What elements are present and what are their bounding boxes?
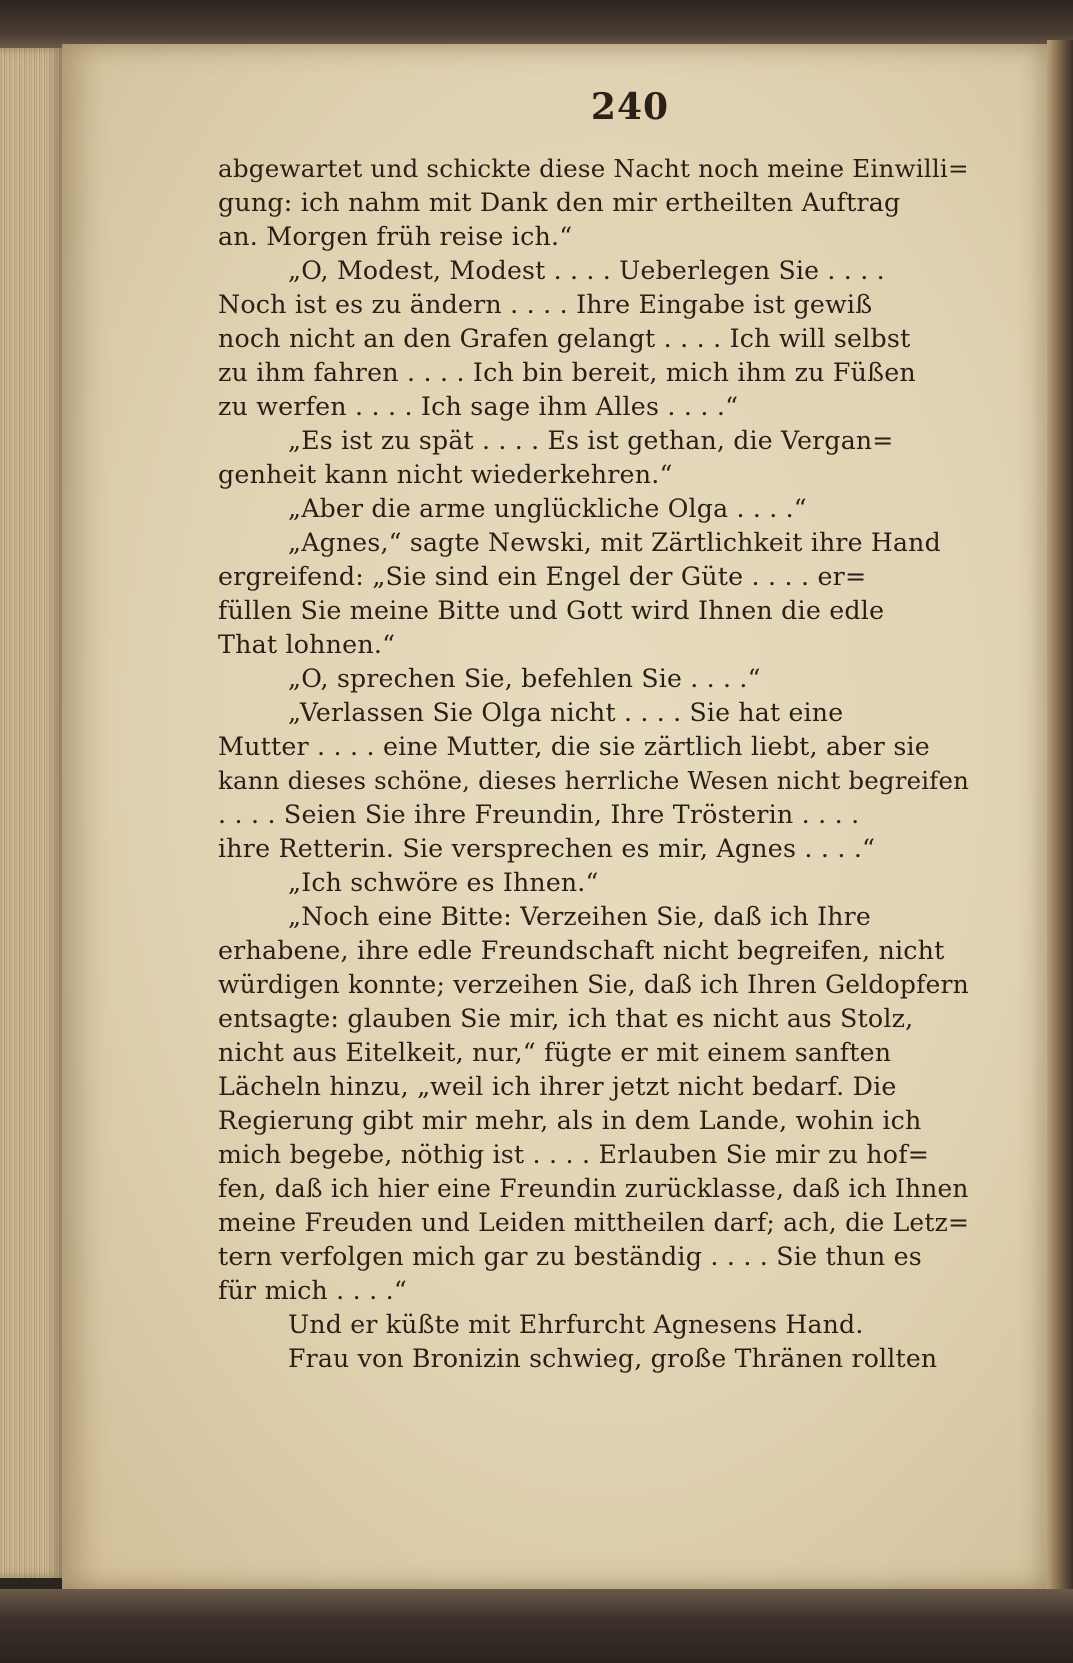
text-line: ihre Retterin. Sie versprechen es mir, Agnes . . . .“ <box>218 834 876 863</box>
text-line: „O, Modest, Modest . . . . Ueberlegen Sie . . . . <box>288 256 885 285</box>
text-line: an. Morgen früh reise ich.“ <box>218 222 573 251</box>
text-line: Lächeln hinzu, „weil ich ihrer jetzt nicht bedarf. Die <box>218 1072 897 1101</box>
text-line: „O, sprechen Sie, befehlen Sie . . . .“ <box>288 664 761 693</box>
text-line: abgewartet und schickte diese Nacht noch meine Einwilli= <box>218 154 969 183</box>
text-line: genheit kann nicht wiederkehren.“ <box>218 460 673 489</box>
text-line: . . . . Seien Sie ihre Freundin, Ihre Trösterin . . . . <box>218 800 860 829</box>
text-line: tern verfolgen mich gar zu beständig . . . . Sie thun es <box>218 1242 922 1271</box>
page-number: 240 <box>590 86 670 128</box>
text-line: „Agnes,“ sagte Newski, mit Zärtlichkeit ihre Hand <box>288 528 941 557</box>
text-line: Noch ist es zu ändern . . . . Ihre Eingabe ist gewiß <box>218 290 873 319</box>
text-line: Mutter . . . . eine Mutter, die sie zärtlich liebt, aber sie <box>218 732 930 761</box>
text-line: zu ihm fahren . . . . Ich bin bereit, mich ihm zu Füßen <box>218 358 916 387</box>
page-edges <box>0 48 62 1578</box>
text-line: fen, daß ich hier eine Freundin zurücklasse, daß ich Ihnen <box>218 1174 969 1203</box>
text-line: Frau von Bronizin schwieg, große Thränen rollten <box>288 1344 938 1373</box>
text-line: ergreifend: „Sie sind ein Engel der Güte . . . . er= <box>218 562 867 591</box>
text-line: meine Freuden und Leiden mittheilen darf; ach, die Letz= <box>218 1208 970 1237</box>
text-line: Regierung gibt mir mehr, als in dem Lande, wohin ich <box>218 1106 922 1135</box>
text-line: gung: ich nahm mit Dank den mir ertheilten Auftrag <box>218 188 901 217</box>
text-line: entsagte: glauben Sie mir, ich that es nicht aus Stolz, <box>218 1004 914 1033</box>
book-cover-right <box>1047 40 1073 1600</box>
text-line: würdigen konnte; verzeihen Sie, daß ich Ihren Geldopfern <box>218 970 969 999</box>
text-line: „Noch eine Bitte: Verzeihen Sie, daß ich Ihre <box>288 902 871 931</box>
text-line: kann dieses schöne, dieses herrliche Wesen nicht begreifen <box>218 766 970 795</box>
text-line: noch nicht an den Grafen gelangt . . . . Ich will selbst <box>218 324 911 353</box>
text-line: „Es ist zu spät . . . . Es ist gethan, die Vergan= <box>288 426 894 455</box>
text-line: That lohnen.“ <box>218 630 396 659</box>
book-cover-top <box>0 0 1073 48</box>
body-text <box>218 152 1018 1376</box>
text-line: füllen Sie meine Bitte und Gott wird Ihnen die edle <box>218 596 885 625</box>
text-line: „Verlassen Sie Olga nicht . . . . Sie hat eine <box>288 698 844 727</box>
text-line: „Aber die arme unglückliche Olga . . . .“ <box>288 494 807 523</box>
book-cover-bottom <box>0 1589 1073 1663</box>
text-line: erhabene, ihre edle Freundschaft nicht begreifen, nicht <box>218 936 945 965</box>
text-line: zu werfen . . . . Ich sage ihm Alles . . . .“ <box>218 392 739 421</box>
text-line: Und er küßte mit Ehrfurcht Agnesens Hand. <box>288 1310 864 1339</box>
text-line: für mich . . . .“ <box>218 1276 407 1305</box>
text-line: nicht aus Eitelkeit, nur,“ fügte er mit einem sanften <box>218 1038 892 1067</box>
text-line: „Ich schwöre es Ihnen.“ <box>288 868 599 897</box>
text-line: mich begebe, nöthig ist . . . . Erlauben Sie mir zu hof= <box>218 1140 930 1169</box>
